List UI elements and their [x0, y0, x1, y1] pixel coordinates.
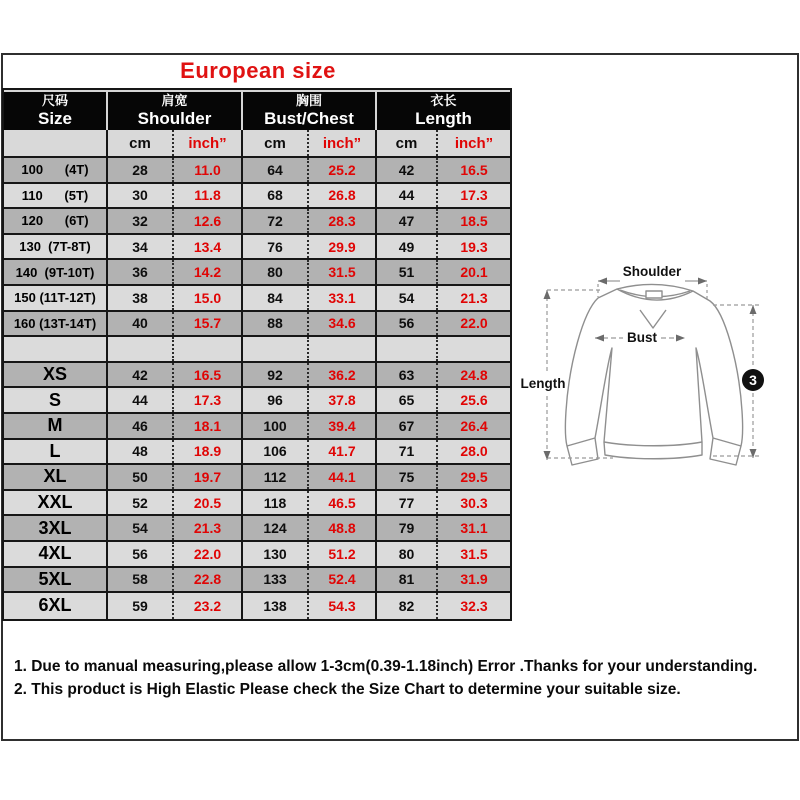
size-row-M	[4, 414, 510, 440]
inch-value: 25.2	[309, 158, 377, 182]
inch-value: 21.3	[174, 516, 243, 540]
cm-value: 44	[108, 388, 174, 412]
size-label: M	[4, 414, 108, 438]
inch-value: 28.0	[460, 443, 488, 460]
inch-value: 30.3	[460, 494, 488, 511]
size-row-5XL	[4, 568, 510, 594]
size-label: 130 (7T-8T)	[4, 235, 108, 259]
inch-value: 29.9	[309, 235, 377, 259]
inch-value: 26.8	[309, 184, 377, 208]
inch-value: 23.2	[174, 593, 243, 619]
cm-value	[108, 337, 174, 361]
inch-value: 22.8	[174, 568, 243, 592]
cm-value: 77	[377, 491, 438, 515]
cm-value: 138	[243, 593, 309, 619]
inch-value: 29.5	[460, 468, 488, 485]
inch-value: 13.4	[174, 235, 243, 259]
inch-value: 31.5	[309, 260, 377, 284]
units-empty-cell	[4, 130, 108, 156]
cm-value: 82	[377, 593, 438, 619]
inch-value: 52.4	[309, 568, 377, 592]
size-row-S	[4, 388, 510, 414]
cm-value: 124	[243, 516, 309, 540]
inch-value: 22.0	[460, 315, 488, 332]
cm-value: 133	[243, 568, 309, 592]
cm-value: 32	[108, 209, 174, 233]
inch-value	[438, 337, 510, 361]
header-size	[4, 92, 108, 130]
header-shoulder	[108, 92, 243, 130]
header-length-zh: 衣长	[430, 92, 457, 108]
cm-value: 42	[377, 158, 438, 182]
inch-value: 24.8	[460, 366, 488, 383]
inch-value: 31.1	[460, 520, 488, 537]
cm-value: 49	[377, 235, 438, 259]
inch-value: 28.3	[309, 209, 377, 233]
size-label: 110 (5T)	[4, 184, 108, 208]
cm-value: 112	[243, 465, 309, 489]
size-label: XXL	[4, 491, 108, 515]
size-label: 4XL	[4, 542, 108, 566]
size-row-3XL	[4, 516, 510, 542]
footnote-1: 1. Due to manual measuring,please allow 1-3cm(0.39-1.18inch) Error .Thanks for your understanding.	[14, 658, 758, 675]
sweater-diagram	[513, 246, 798, 474]
cm-value	[377, 337, 438, 361]
inch-value: 14.2	[174, 260, 243, 284]
inch-value: 21.3	[460, 289, 488, 306]
inch-value: 18.5	[460, 212, 488, 229]
inch-value: 51.2	[309, 542, 377, 566]
size-row-110	[4, 184, 510, 210]
header-length-en: Length	[415, 108, 472, 128]
inch-value: 54.3	[309, 593, 377, 619]
cm-value: 50	[108, 465, 174, 489]
inch-value	[309, 337, 377, 361]
inch-value: 44.1	[309, 465, 377, 489]
cm-value: 44	[377, 184, 438, 208]
size-row-XS	[4, 363, 510, 389]
inch-value: 31.9	[460, 571, 488, 588]
size-label: 6XL	[4, 593, 108, 619]
header-size-en: Size	[37, 108, 73, 128]
footnote-2: 2. This product is High Elastic Please check the Size Chart to determine your suitable size.	[14, 681, 681, 698]
inch-value: 19.7	[174, 465, 243, 489]
inch-value: 33.1	[309, 286, 377, 310]
cm-value: 72	[243, 209, 309, 233]
size-row-L	[4, 440, 510, 466]
header-bust-zh: 胸围	[295, 92, 322, 108]
inch-value: 16.5	[460, 161, 488, 178]
inch-value: 20.1	[460, 264, 488, 281]
inch-value: 18.1	[174, 414, 243, 438]
badge-3	[742, 369, 764, 391]
cm-value: 84	[243, 286, 309, 310]
header-shoulder-en: Shoulder	[137, 108, 212, 128]
cm-value: 106	[243, 440, 309, 464]
shoulder-measure-label: Shoulder	[622, 264, 682, 279]
cm-value: 40	[108, 312, 174, 336]
inch-unit-label: inch”	[309, 130, 377, 156]
cm-value: 65	[377, 388, 438, 412]
cm-unit-label: cm	[243, 130, 309, 156]
size-row-100	[4, 158, 510, 184]
cm-value: 54	[108, 516, 174, 540]
cm-value: 81	[377, 568, 438, 592]
inch-value: 11.8	[174, 184, 243, 208]
cm-value: 58	[108, 568, 174, 592]
size-row-140	[4, 260, 510, 286]
inch-value: 17.3	[460, 187, 488, 204]
cm-value: 30	[108, 184, 174, 208]
inch-value: 15.0	[174, 286, 243, 310]
size-label: 5XL	[4, 568, 108, 592]
size-label: 160 (13T-14T)	[4, 312, 108, 336]
size-table-body	[4, 158, 510, 619]
inch-value	[174, 337, 243, 361]
size-row-6XL	[4, 593, 510, 619]
cm-value: 64	[243, 158, 309, 182]
size-label: XS	[4, 363, 108, 387]
size-label: 120 (6T)	[4, 209, 108, 233]
table-header-row	[4, 90, 510, 130]
cm-value: 34	[108, 235, 174, 259]
header-size-zh: 尺码	[41, 92, 68, 108]
size-row-4XL	[4, 542, 510, 568]
cm-value: 80	[377, 542, 438, 566]
footnotes	[14, 655, 792, 701]
cm-value: 42	[108, 363, 174, 387]
cm-unit-label: cm	[377, 130, 438, 156]
inch-value: 34.6	[309, 312, 377, 336]
inch-value: 16.5	[174, 363, 243, 387]
size-row-160	[4, 312, 510, 338]
cm-value: 28	[108, 158, 174, 182]
header-length	[377, 92, 510, 130]
cm-value: 63	[377, 363, 438, 387]
cm-value: 38	[108, 286, 174, 310]
inch-unit-label: inch”	[454, 134, 494, 152]
header-shoulder-zh: 肩宽	[161, 92, 188, 108]
inch-value: 48.8	[309, 516, 377, 540]
inch-value: 32.3	[460, 597, 488, 614]
inch-unit-label: inch”	[174, 130, 243, 156]
size-label: S	[4, 388, 108, 412]
inch-value: 11.0	[174, 158, 243, 182]
size-row-130	[4, 235, 510, 261]
inch-value: 46.5	[309, 491, 377, 515]
inch-value: 18.9	[174, 440, 243, 464]
cm-value: 92	[243, 363, 309, 387]
size-row-120	[4, 209, 510, 235]
cm-value: 76	[243, 235, 309, 259]
units-row	[4, 130, 510, 158]
size-label: L	[4, 440, 108, 464]
size-label: 100 (4T)	[4, 158, 108, 182]
inch-value: 15.7	[174, 312, 243, 336]
inch-value: 41.7	[309, 440, 377, 464]
cm-value: 68	[243, 184, 309, 208]
cm-value	[243, 337, 309, 361]
spacer-row	[4, 337, 510, 363]
bust-measure-label: Bust	[627, 330, 657, 345]
inch-value: 39.4	[309, 414, 377, 438]
cm-value: 79	[377, 516, 438, 540]
size-label	[4, 337, 108, 361]
badge-3-label: 3	[749, 372, 757, 388]
cm-value: 71	[377, 440, 438, 464]
size-row-XXL	[4, 491, 510, 517]
size-label: 3XL	[4, 516, 108, 540]
cm-value: 36	[108, 260, 174, 284]
inch-value: 37.8	[309, 388, 377, 412]
cm-value: 130	[243, 542, 309, 566]
cm-value: 75	[377, 465, 438, 489]
inch-value: 25.6	[460, 392, 488, 409]
inch-value: 17.3	[174, 388, 243, 412]
cm-value: 56	[108, 542, 174, 566]
inch-value: 12.6	[174, 209, 243, 233]
inch-value: 36.2	[309, 363, 377, 387]
size-label: 140 (9T-10T)	[4, 260, 108, 284]
chart-title: European size	[180, 58, 336, 83]
cm-value: 80	[243, 260, 309, 284]
size-row-XL	[4, 465, 510, 491]
inch-value: 26.4	[460, 417, 488, 434]
inch-value: 31.5	[460, 545, 488, 562]
header-bust	[243, 92, 377, 130]
cm-value: 96	[243, 388, 309, 412]
header-bust-en: Bust/Chest	[264, 108, 354, 128]
cm-value: 52	[108, 491, 174, 515]
cm-value: 51	[377, 260, 438, 284]
size-table	[2, 88, 512, 621]
cm-value: 118	[243, 491, 309, 515]
cm-value: 56	[377, 312, 438, 336]
inch-value: 19.3	[460, 238, 488, 255]
inch-value: 20.5	[174, 491, 243, 515]
sweater-outline	[565, 284, 742, 465]
cm-value: 59	[108, 593, 174, 619]
length-measure-label: Length	[520, 376, 566, 391]
cm-value: 88	[243, 312, 309, 336]
cm-value: 46	[108, 414, 174, 438]
inch-value: 22.0	[174, 542, 243, 566]
size-label: XL	[4, 465, 108, 489]
cm-value: 67	[377, 414, 438, 438]
cm-value: 100	[243, 414, 309, 438]
cm-value: 47	[377, 209, 438, 233]
cm-value: 48	[108, 440, 174, 464]
cm-value: 54	[377, 286, 438, 310]
cm-unit-label: cm	[108, 130, 174, 156]
size-label: 150 (11T-12T)	[4, 286, 108, 310]
size-row-150	[4, 286, 510, 312]
